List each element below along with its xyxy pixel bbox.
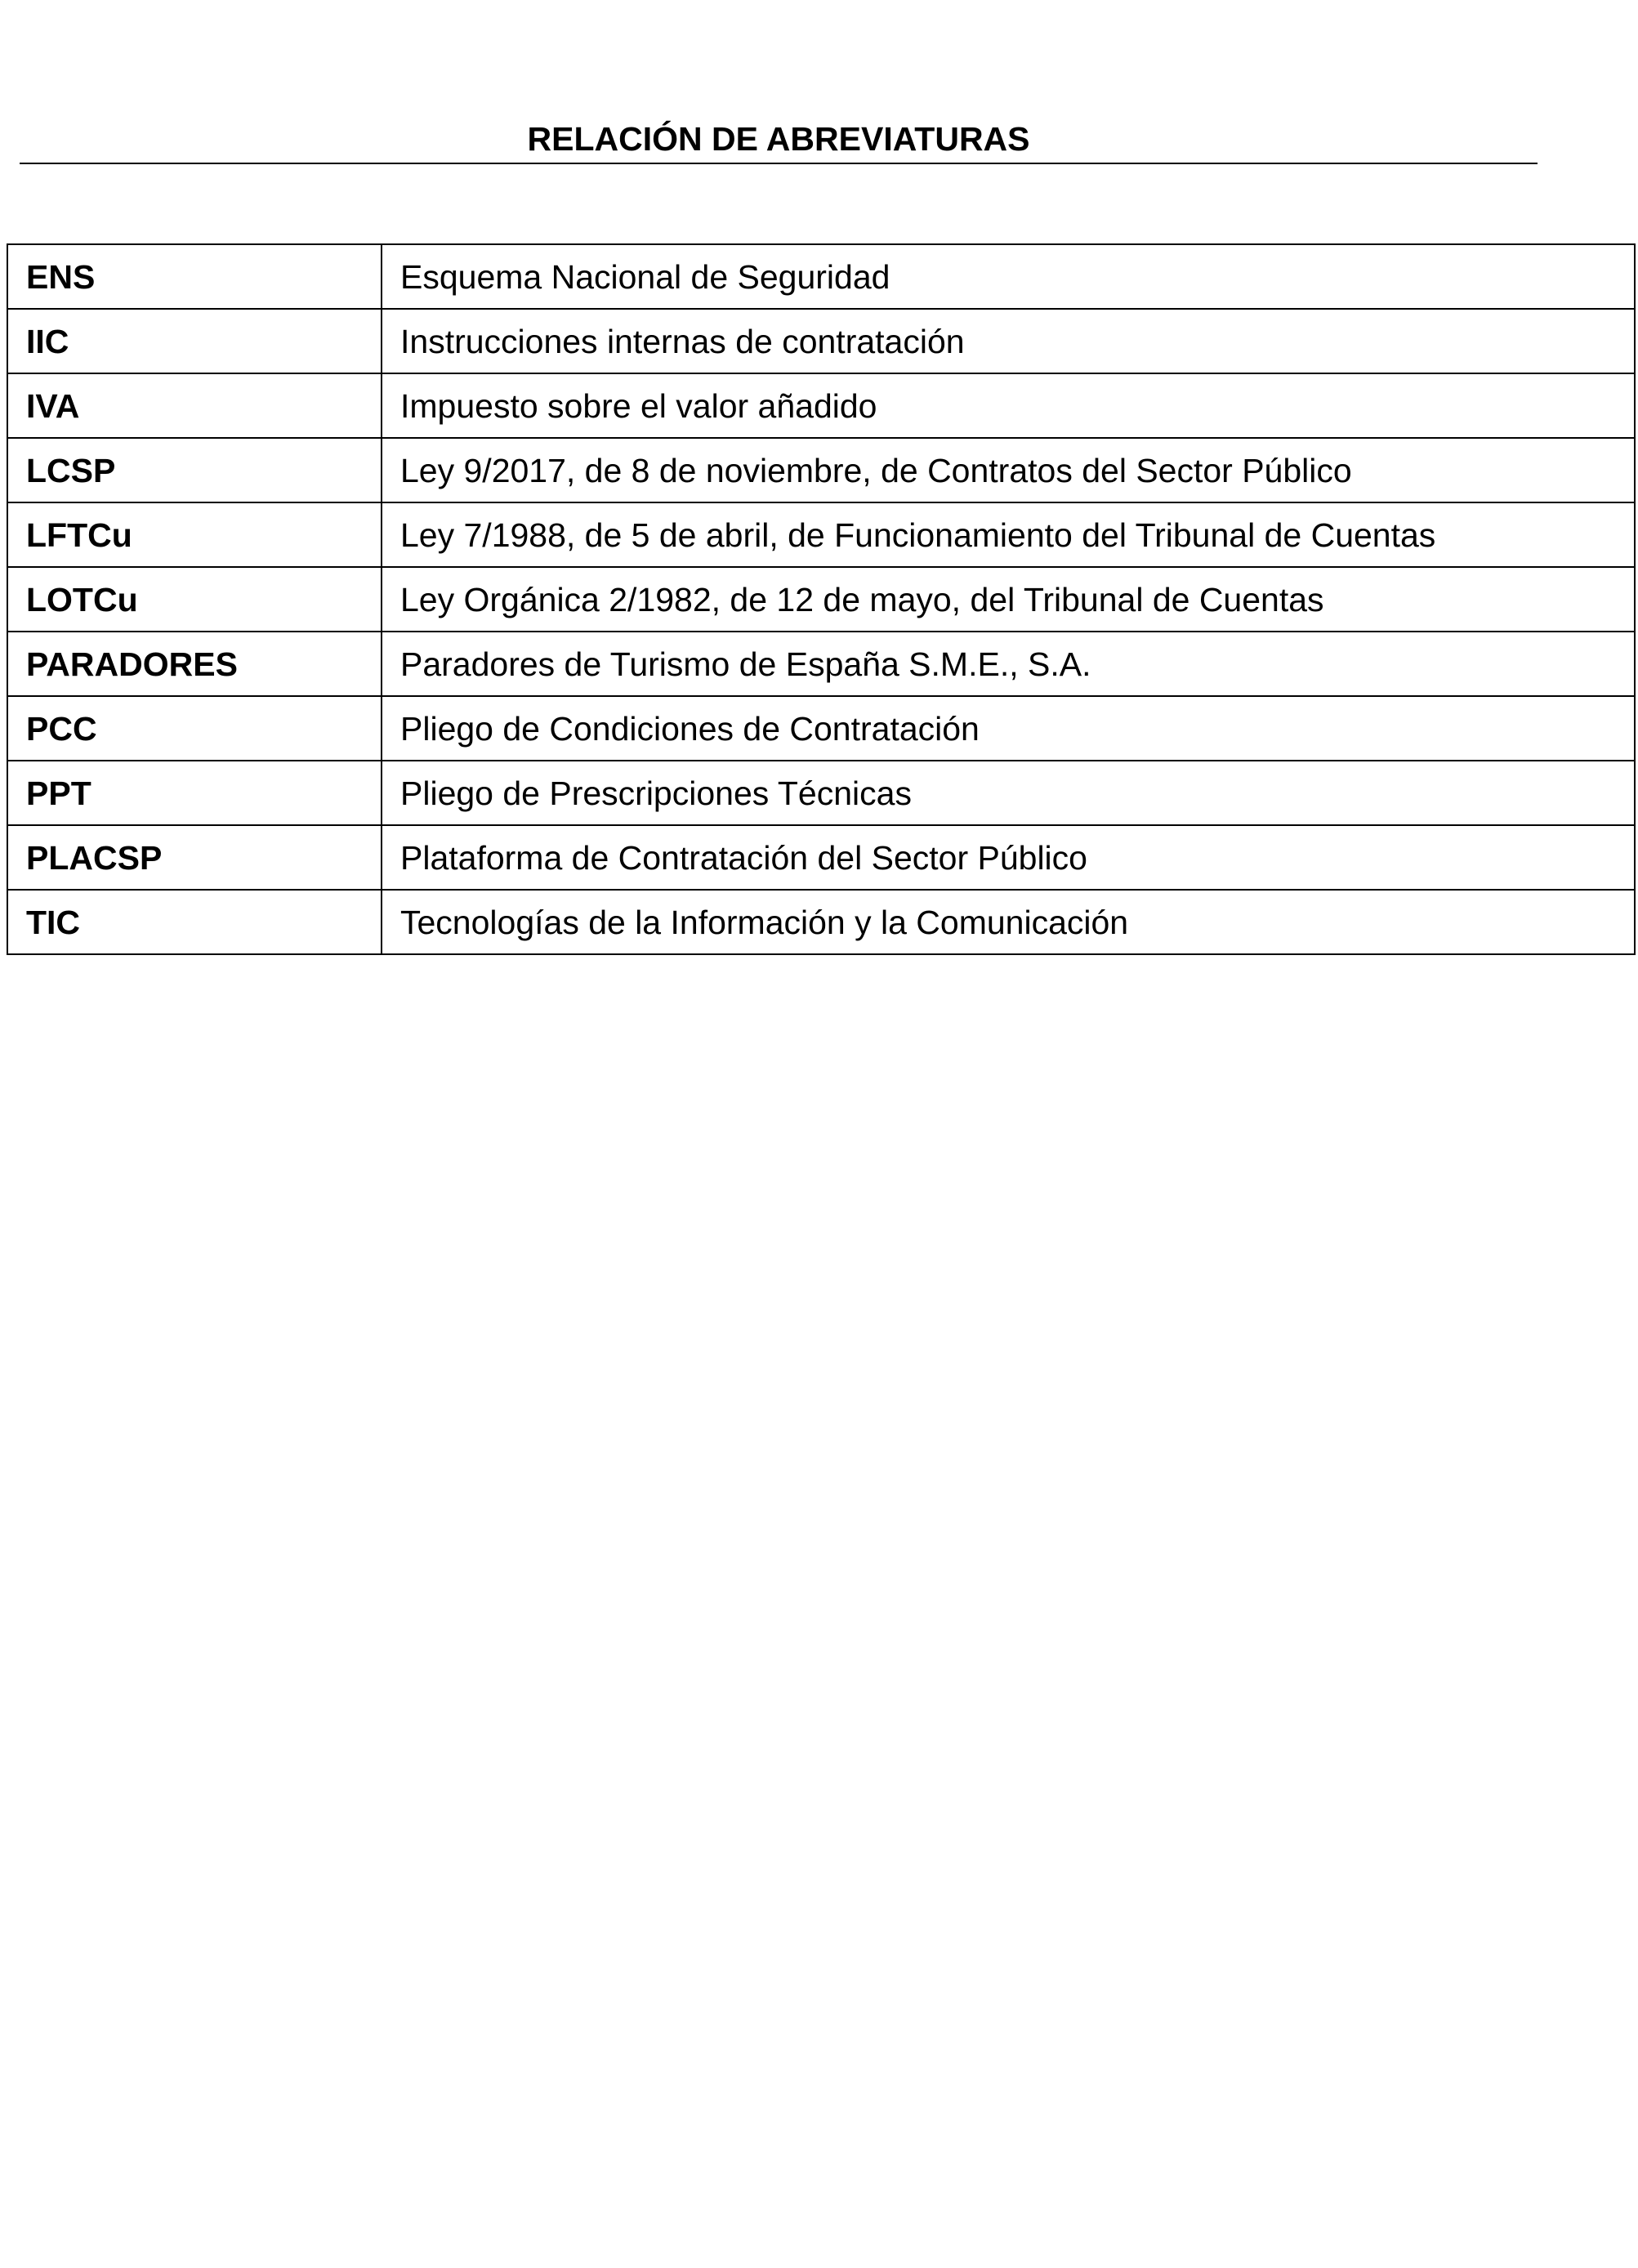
abbreviation-cell: LCSP xyxy=(7,438,382,502)
meaning-cell: Esquema Nacional de Seguridad xyxy=(382,244,1635,309)
meaning-cell: Paradores de Turismo de España S.M.E., S.A. xyxy=(382,632,1635,696)
page-title: RELACIÓN DE ABREVIATURAS xyxy=(527,120,1030,158)
title-underline xyxy=(20,163,1538,164)
table-row xyxy=(7,438,1635,502)
abbreviation-cell: PCC xyxy=(7,696,382,761)
meaning-cell: Instrucciones internas de contratación xyxy=(382,309,1635,373)
meaning-cell: Ley 9/2017, de 8 de noviembre, de Contratos del Sector Público xyxy=(382,438,1635,502)
meaning-cell: Pliego de Condiciones de Contratación xyxy=(382,696,1635,761)
table-row xyxy=(7,244,1635,309)
table-row xyxy=(7,373,1635,438)
meaning-cell: Ley 7/1988, de 5 de abril, de Funcionamiento del Tribunal de Cuentas xyxy=(382,502,1635,567)
abbreviation-cell: LFTCu xyxy=(7,502,382,567)
table-row xyxy=(7,696,1635,761)
table-row xyxy=(7,632,1635,696)
table-row xyxy=(7,502,1635,567)
abbreviation-cell: LOTCu xyxy=(7,567,382,632)
abbreviation-cell: IVA xyxy=(7,373,382,438)
meaning-cell: Plataforma de Contratación del Sector Público xyxy=(382,825,1635,890)
abbreviation-cell: PLACSP xyxy=(7,825,382,890)
table-row xyxy=(7,825,1635,890)
abbreviation-cell: IIC xyxy=(7,309,382,373)
meaning-cell: Pliego de Prescripciones Técnicas xyxy=(382,761,1635,825)
abbreviations-table xyxy=(7,243,1636,955)
table-row xyxy=(7,761,1635,825)
table-row xyxy=(7,567,1635,632)
table-row xyxy=(7,309,1635,373)
abbreviation-cell: TIC xyxy=(7,890,382,954)
meaning-cell: Impuesto sobre el valor añadido xyxy=(382,373,1635,438)
table-row xyxy=(7,890,1635,954)
abbreviation-cell: ENS xyxy=(7,244,382,309)
meaning-cell: Ley Orgánica 2/1982, de 12 de mayo, del Tribunal de Cuentas xyxy=(382,567,1635,632)
abbreviation-cell: PARADORES xyxy=(7,632,382,696)
meaning-cell: Tecnologías de la Información y la Comunicación xyxy=(382,890,1635,954)
abbreviation-cell: PPT xyxy=(7,761,382,825)
